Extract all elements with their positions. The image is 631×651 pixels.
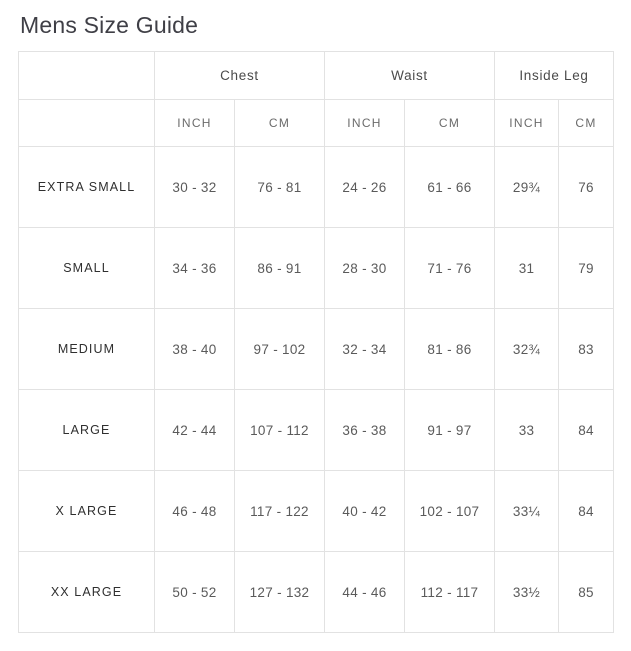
- table-row: [19, 309, 614, 390]
- size-guide-table: [18, 51, 614, 633]
- table-row: [19, 390, 614, 471]
- cell-chest-cm: 117 - 122: [235, 471, 325, 552]
- table-unit-header-row: [19, 100, 614, 147]
- unit-chest-inch: INCH: [155, 100, 235, 147]
- cell-chest-inch: 46 - 48: [155, 471, 235, 552]
- cell-waist-inch: 24 - 26: [325, 147, 405, 228]
- cell-waist-cm: 112 - 117: [405, 552, 495, 633]
- table-row: [19, 228, 614, 309]
- cell-inside-leg-inch: 33: [495, 390, 559, 471]
- unit-waist-inch: INCH: [325, 100, 405, 147]
- row-label: SMALL: [19, 228, 155, 309]
- unit-inside-leg-inch: INCH: [495, 100, 559, 147]
- cell-waist-cm: 61 - 66: [405, 147, 495, 228]
- unit-waist-cm: CM: [405, 100, 495, 147]
- cell-chest-inch: 30 - 32: [155, 147, 235, 228]
- unit-chest-cm: CM: [235, 100, 325, 147]
- cell-waist-inch: 40 - 42: [325, 471, 405, 552]
- cell-inside-leg-inch: 33½: [495, 552, 559, 633]
- cell-waist-cm: 71 - 76: [405, 228, 495, 309]
- cell-inside-leg-cm: 79: [559, 228, 614, 309]
- cell-waist-cm: 102 - 107: [405, 471, 495, 552]
- cell-chest-inch: 34 - 36: [155, 228, 235, 309]
- row-label: LARGE: [19, 390, 155, 471]
- cell-inside-leg-cm: 76: [559, 147, 614, 228]
- page-title: Mens Size Guide: [20, 12, 199, 38]
- cell-chest-inch: 42 - 44: [155, 390, 235, 471]
- row-label: X LARGE: [19, 471, 155, 552]
- column-group-waist: Waist: [325, 52, 495, 100]
- cell-chest-cm: 107 - 112: [235, 390, 325, 471]
- cell-waist-inch: 36 - 38: [325, 390, 405, 471]
- row-label: EXTRA SMALL: [19, 147, 155, 228]
- cell-chest-cm: 127 - 132: [235, 552, 325, 633]
- cell-chest-cm: 76 - 81: [235, 147, 325, 228]
- cell-chest-cm: 86 - 91: [235, 228, 325, 309]
- cell-waist-inch: 44 - 46: [325, 552, 405, 633]
- cell-chest-cm: 97 - 102: [235, 309, 325, 390]
- row-label: XX LARGE: [19, 552, 155, 633]
- cell-waist-inch: 32 - 34: [325, 309, 405, 390]
- row-label: MEDIUM: [19, 309, 155, 390]
- cell-waist-cm: 81 - 86: [405, 309, 495, 390]
- cell-inside-leg-inch: 29¾: [495, 147, 559, 228]
- table-body: [19, 147, 614, 633]
- cell-waist-cm: 91 - 97: [405, 390, 495, 471]
- cell-inside-leg-cm: 84: [559, 390, 614, 471]
- table-row: [19, 552, 614, 633]
- cell-chest-inch: 50 - 52: [155, 552, 235, 633]
- cell-inside-leg-cm: 84: [559, 471, 614, 552]
- column-group-inside-leg: Inside Leg: [495, 52, 614, 100]
- cell-inside-leg-cm: 85: [559, 552, 614, 633]
- table-group-header-row: [19, 52, 614, 100]
- cell-inside-leg-inch: 31: [495, 228, 559, 309]
- table-head: [19, 52, 614, 147]
- table-row: [19, 471, 614, 552]
- table-row: [19, 147, 614, 228]
- cell-chest-inch: 38 - 40: [155, 309, 235, 390]
- cell-inside-leg-cm: 83: [559, 309, 614, 390]
- cell-inside-leg-inch: 33¼: [495, 471, 559, 552]
- unit-inside-leg-cm: CM: [559, 100, 614, 147]
- unit-corner-cell: [19, 100, 155, 147]
- cell-waist-inch: 28 - 30: [325, 228, 405, 309]
- column-group-chest: Chest: [155, 52, 325, 100]
- cell-inside-leg-inch: 32¾: [495, 309, 559, 390]
- table-corner-cell: [19, 52, 155, 100]
